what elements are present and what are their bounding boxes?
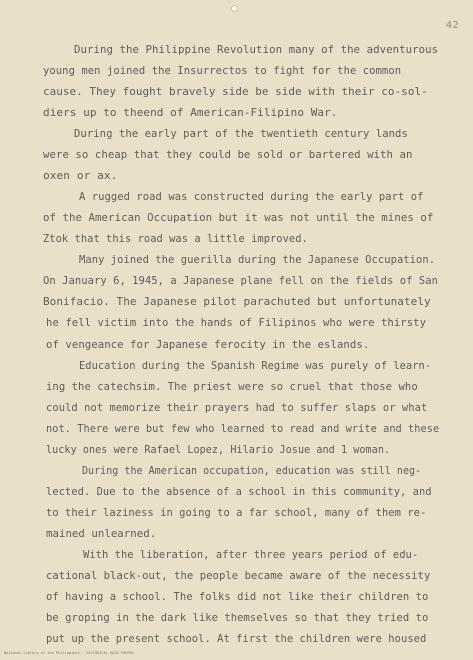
text-line: During the early part of the twentieth century lands xyxy=(74,128,408,141)
text-line: A rugged road was constructed during the early part of xyxy=(79,191,424,204)
text-line: oxen or ax. xyxy=(43,170,118,183)
text-line: of having a school. The folks did not like their children to xyxy=(46,590,429,603)
text-line: not. There were but few who learned to read and write and these xyxy=(46,422,440,435)
text-line: he fell victim into the hands of Filipinos who were thirsty xyxy=(46,317,427,330)
text-line: were so cheap that they could be sold or bartered with an xyxy=(43,149,413,162)
text-line: cational black-out, the people became aware of the necessity xyxy=(46,569,431,582)
text-line: Many joined the guerilla during the Japanese Occupation. xyxy=(79,254,436,267)
text-line: lected. Due to the absence of a school in this community, and xyxy=(46,485,432,498)
text-line: put up the present school. At first the children were housed xyxy=(46,633,427,645)
text-line: of vengeance for Japanese ferocity in the eslands. xyxy=(46,338,370,351)
text-line: ing the catechsim. The priest were so cruel that those who xyxy=(46,380,418,393)
text-line: During the Philippine Revolution many of the adventurous xyxy=(74,44,439,56)
text-line: of the American Occupation but it was not until the mines of xyxy=(43,212,434,225)
text-line: lucky ones were Rafael Lopez, Hilario Josue and 1 woman. xyxy=(46,443,391,456)
text-line: With the liberation, after three years period of edu- xyxy=(83,548,419,561)
text-line: During the American occupation, education was still neg- xyxy=(82,464,422,477)
text-line: cause. They fought bravely side be side with their co-sol- xyxy=(43,86,428,99)
page-number: 42 xyxy=(446,20,460,31)
text-line: Education during the Spanish Regime was purely of learn- xyxy=(79,359,432,372)
text-line: Ztok that this road was a little improved. xyxy=(43,233,308,246)
text-line: could not memorize their prayers had to suffer slaps or what xyxy=(46,401,428,414)
archive-footer: National Library of the Philippines · HISTORICAL DATA PAPERS xyxy=(4,651,134,655)
text-line: Bonifacio. The Japanese pilot parachuted but unfortunately xyxy=(43,296,431,309)
text-line: diers up to theend of American-Filipino War. xyxy=(43,107,338,120)
text-line: be groping in the dark like themselves so that they tried to xyxy=(46,611,429,624)
text-line: On January 6, 1945, a Japanese plane fell on the fields of San xyxy=(43,275,438,288)
text-line: to their laziness in going to a far school, many of them re- xyxy=(46,506,427,519)
text-line: young men joined the Insurrectos to fight for the common xyxy=(43,65,402,78)
text-line: mained unlearned. xyxy=(46,527,157,540)
